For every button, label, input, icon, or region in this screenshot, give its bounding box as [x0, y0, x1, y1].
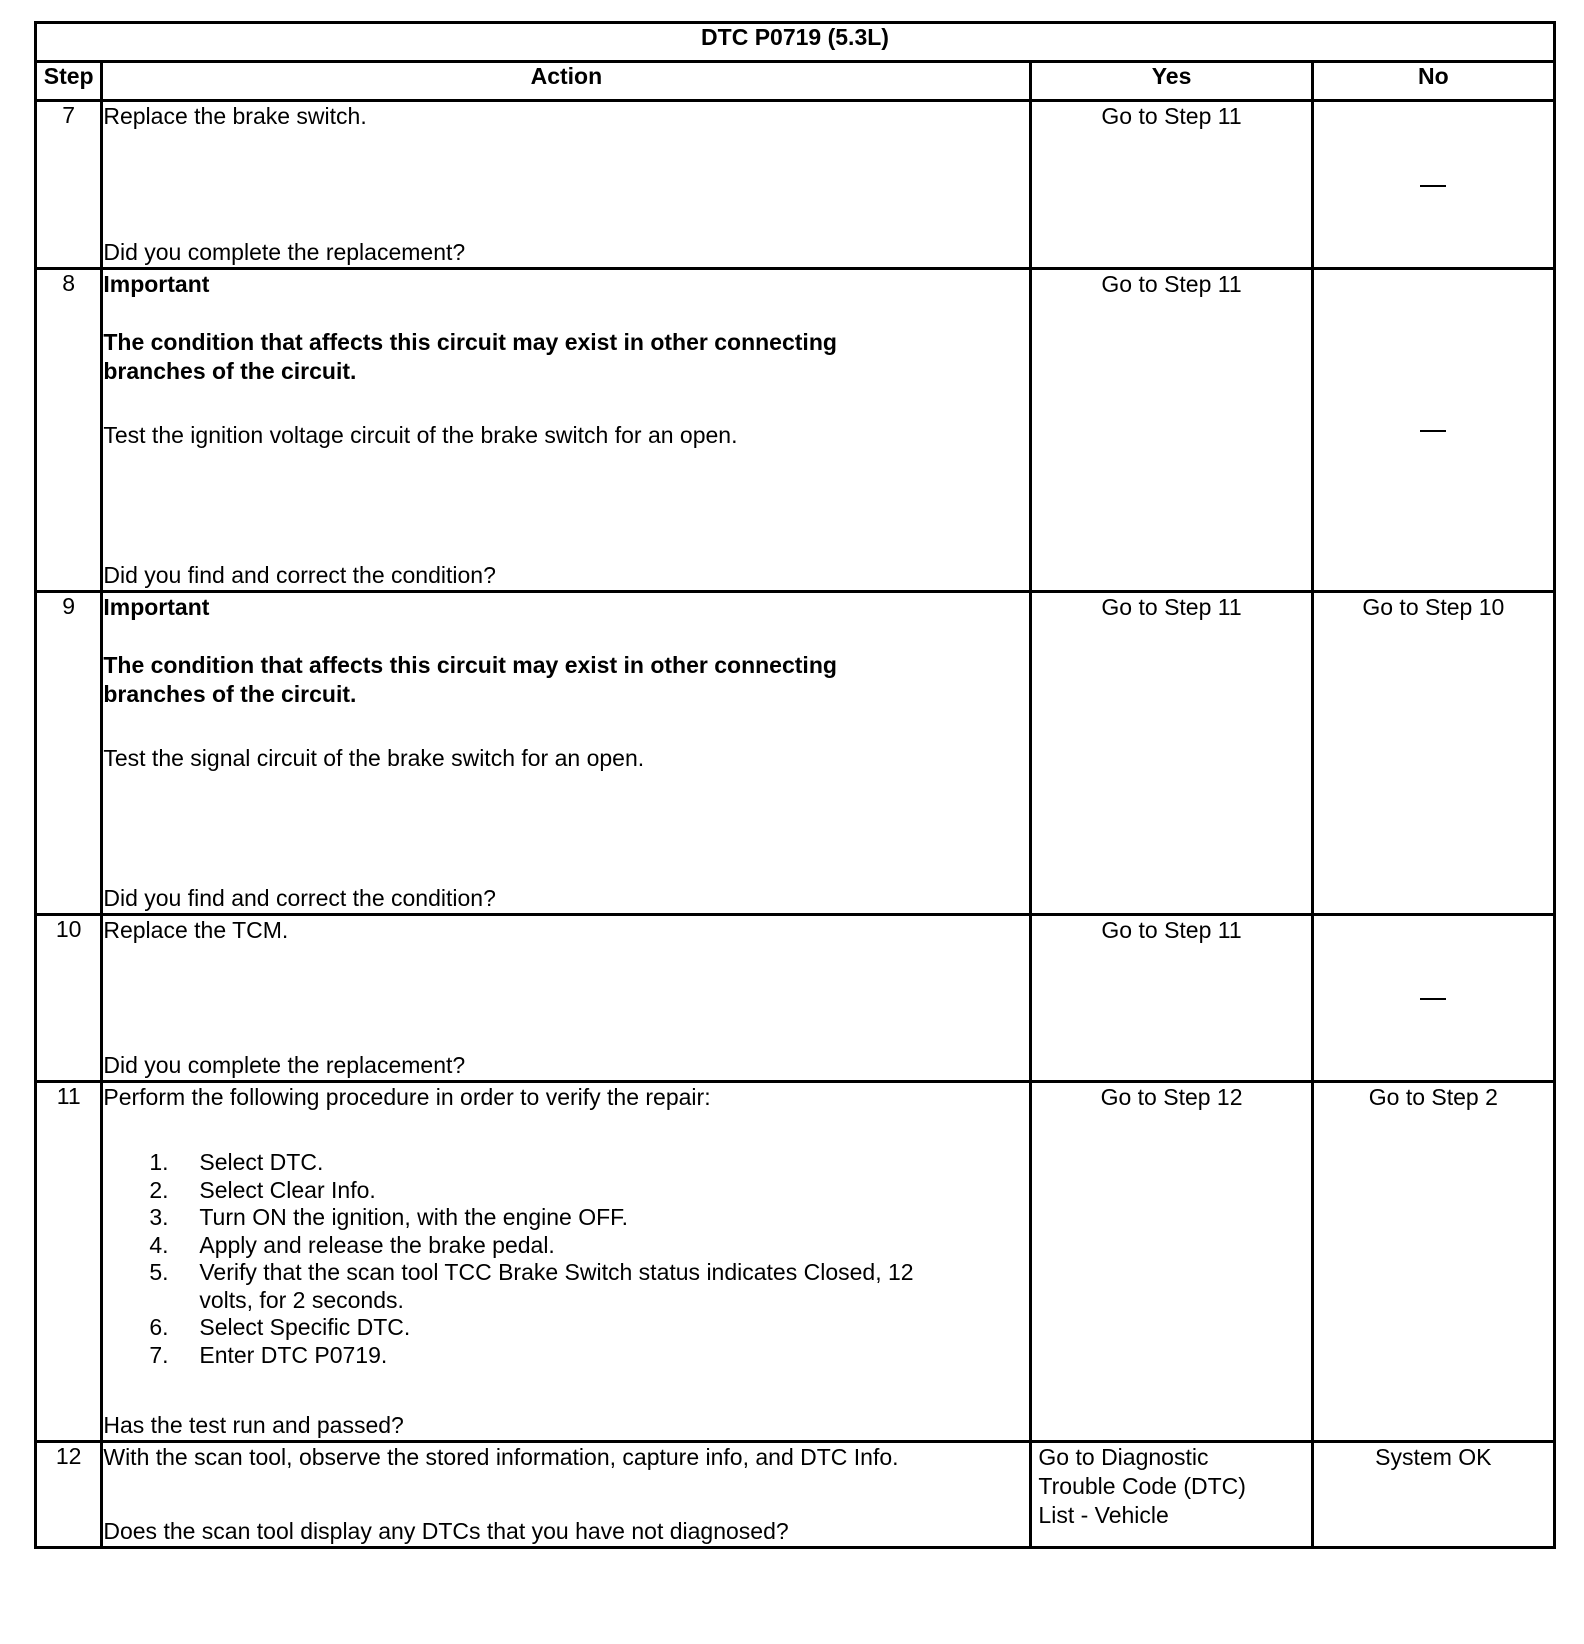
action-cell	[102, 101, 1031, 269]
no-cell	[1312, 101, 1554, 269]
no-result-dash	[1420, 185, 1446, 187]
list-item: 6. Select Specific DTC.	[149, 1314, 411, 1340]
action-instruction: With the scan tool, observe the stored information, capture info, and DTC Info.	[103, 1444, 899, 1470]
yes-cell	[1031, 1082, 1312, 1442]
important-label: Important	[103, 594, 210, 620]
no-result-dash	[1420, 998, 1446, 1000]
yes-cell	[1031, 915, 1312, 1082]
table-row-step-10	[36, 915, 1555, 1082]
step-number: 7	[36, 101, 102, 269]
action-question: Has the test run and passed?	[103, 1412, 404, 1438]
action-question: Does the scan tool display any DTCs that you have not diagnosed?	[103, 1518, 789, 1544]
no-cell	[1312, 1082, 1554, 1442]
action-cell	[102, 269, 1031, 592]
yes-result: Go to Step 12	[1100, 1084, 1243, 1110]
action-instruction: Replace the brake switch.	[103, 103, 367, 129]
yes-result: Go to Step 11	[1101, 103, 1242, 129]
list-item: 3. Turn ON the ignition, with the engine OFF.	[149, 1204, 629, 1230]
column-header-action: Action	[102, 62, 1031, 101]
yes-cell	[1031, 101, 1312, 269]
action-question: Did you find and correct the condition?	[103, 562, 496, 588]
yes-result: Go to Step 11	[1101, 917, 1242, 943]
action-cell	[102, 915, 1031, 1082]
important-label: Important	[103, 271, 210, 297]
step-number: 8	[36, 269, 102, 592]
table-row-step-9	[36, 592, 1555, 915]
yes-result: Go to Step 11	[1101, 594, 1242, 620]
action-instruction: Replace the TCM.	[103, 917, 289, 943]
no-result: Go to Step 2	[1368, 1084, 1498, 1110]
step-number: 11	[36, 1082, 102, 1442]
action-question: Did you complete the replacement?	[103, 1052, 466, 1078]
column-header-yes: Yes	[1031, 62, 1312, 101]
no-result: System OK	[1375, 1444, 1492, 1470]
action-instruction: Test the signal circuit of the brake switch for an open.	[103, 745, 645, 771]
column-header-no: No	[1312, 62, 1554, 101]
action-cell	[102, 1442, 1031, 1548]
diagnostic-table	[34, 21, 1556, 1549]
diagnostic-table-sheet	[34, 21, 1556, 1549]
action-instruction: Perform the following procedure in order to verify the repair:	[103, 1084, 711, 1110]
table-title: DTC P0719 (5.3L)	[36, 23, 1555, 62]
action-question: Did you find and correct the condition?	[103, 885, 496, 911]
important-note: The condition that affects this circuit may exist in other connecting branches of the circuit.	[103, 329, 837, 384]
step-number: 10	[36, 915, 102, 1082]
yes-cell	[1031, 592, 1312, 915]
table-row-step-11	[36, 1082, 1555, 1442]
procedure-list	[103, 1149, 1029, 1369]
list-item: 7. Enter DTC P0719.	[149, 1341, 388, 1368]
no-result-dash	[1420, 430, 1446, 432]
no-cell	[1312, 915, 1554, 1082]
important-note: The condition that affects this circuit may exist in other connecting branches of the circuit.	[103, 652, 837, 707]
list-item: 2. Select Clear Info.	[149, 1176, 376, 1203]
action-cell	[102, 1082, 1031, 1442]
list-item: 5. Verify that the scan tool TCC Brake Switch status indicates Closed, 12 volts, for 2 seconds.	[149, 1259, 914, 1313]
table-row-step-12	[36, 1442, 1555, 1548]
no-cell	[1312, 592, 1554, 915]
action-question: Did you complete the replacement?	[103, 239, 466, 265]
no-cell	[1312, 269, 1554, 592]
list-item: 1. Select DTC.	[149, 1149, 324, 1175]
step-number: 12	[36, 1442, 102, 1548]
yes-result: Go to Diagnostic Trouble Code (DTC) List - Vehicle	[1038, 1444, 1246, 1528]
table-row-step-8	[36, 269, 1555, 592]
yes-cell	[1031, 269, 1312, 592]
no-result: Go to Step 10	[1362, 594, 1505, 620]
action-instruction: Test the ignition voltage circuit of the brake switch for an open.	[103, 422, 738, 448]
no-cell	[1312, 1442, 1554, 1548]
column-header-step: Step	[36, 62, 102, 101]
step-number: 9	[36, 592, 102, 915]
action-cell	[102, 592, 1031, 915]
list-item: 4. Apply and release the brake pedal.	[149, 1231, 555, 1258]
yes-result: Go to Step 11	[1101, 271, 1242, 297]
table-row-step-7	[36, 101, 1555, 269]
yes-cell	[1031, 1442, 1312, 1548]
